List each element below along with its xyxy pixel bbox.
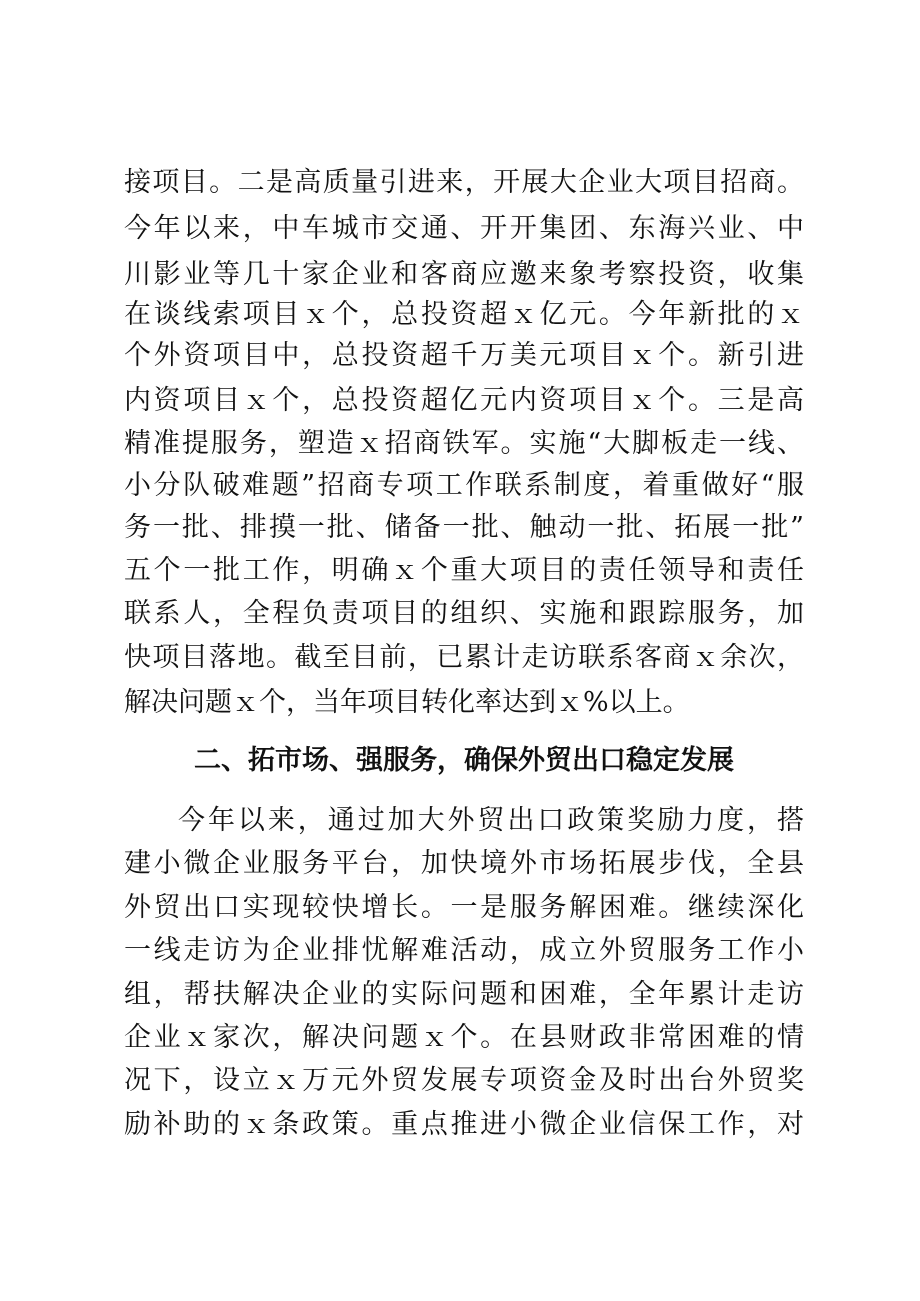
- body-text-line: 企业ｘ家次，解决问题ｘ个。在县财政非常困难的情: [124, 1022, 804, 1053]
- body-text-line: 川影业等几十家企业和客商应邀来象考察投资，收集: [124, 259, 804, 290]
- body-text-line: 今年以来，通过加大外贸出口政策奖励力度，搭: [178, 805, 804, 836]
- body-text-line: 况下，设立ｘ万元外贸发展专项资金及时出台外贸奖: [124, 1065, 804, 1096]
- body-text-line: 五个一批工作，明确ｘ个重大项目的责任领导和责任: [124, 555, 804, 586]
- body-text-line: 精准提服务，塑造ｘ招商铁军。实施“大脚板走一线、: [124, 428, 804, 459]
- body-text-line: 小分队破难题”招商专项工作联系制度，着重做好“服: [124, 470, 804, 501]
- body-text-line: 在谈线索项目ｘ个，总投资超ｘ亿元。今年新批的ｘ: [124, 299, 804, 330]
- body-text-line: 组，帮扶解决企业的实际问题和困难，全年累计走访: [124, 979, 804, 1010]
- body-text-line: 解决问题ｘ个，当年项目转化率达到ｘ%以上。: [124, 687, 690, 718]
- body-text-line: 建小微企业服务平台，加快境外市场拓展步伐，全县: [124, 848, 804, 879]
- body-text-line: 快项目落地。截至目前，已累计走访联系客商ｘ余次，: [124, 642, 804, 673]
- body-text-line: 务一批、排摸一批、储备一批、触动一批、拓展一批”: [124, 512, 804, 543]
- body-text-line: 今年以来，中车城市交通、开开集团、东海兴业、中: [124, 213, 804, 244]
- body-text-line: 励补助的ｘ条政策。重点推进小微企业信保工作，对: [124, 1109, 804, 1140]
- body-text-line: 联系人，全程负责项目的组织、实施和跟踪服务，加: [124, 598, 804, 629]
- body-text-line: 外贸出口实现较快增长。一是服务解困难。继续深化: [124, 892, 804, 923]
- body-text-line: 接项目。二是高质量引进来，开展大企业大项目招商。: [124, 167, 804, 198]
- section-heading: 二、拓市场、强服务，确保外贸出口稳定发展: [194, 745, 734, 776]
- body-text-line: 内资项目ｘ个，总投资超亿元内资项目ｘ个。三是高: [124, 385, 804, 416]
- body-text-line: 一线走访为企业排忧解难活动，成立外贸服务工作小: [124, 935, 804, 966]
- body-text-line: 个外资项目中，总投资超千万美元项目ｘ个。新引进: [124, 340, 804, 371]
